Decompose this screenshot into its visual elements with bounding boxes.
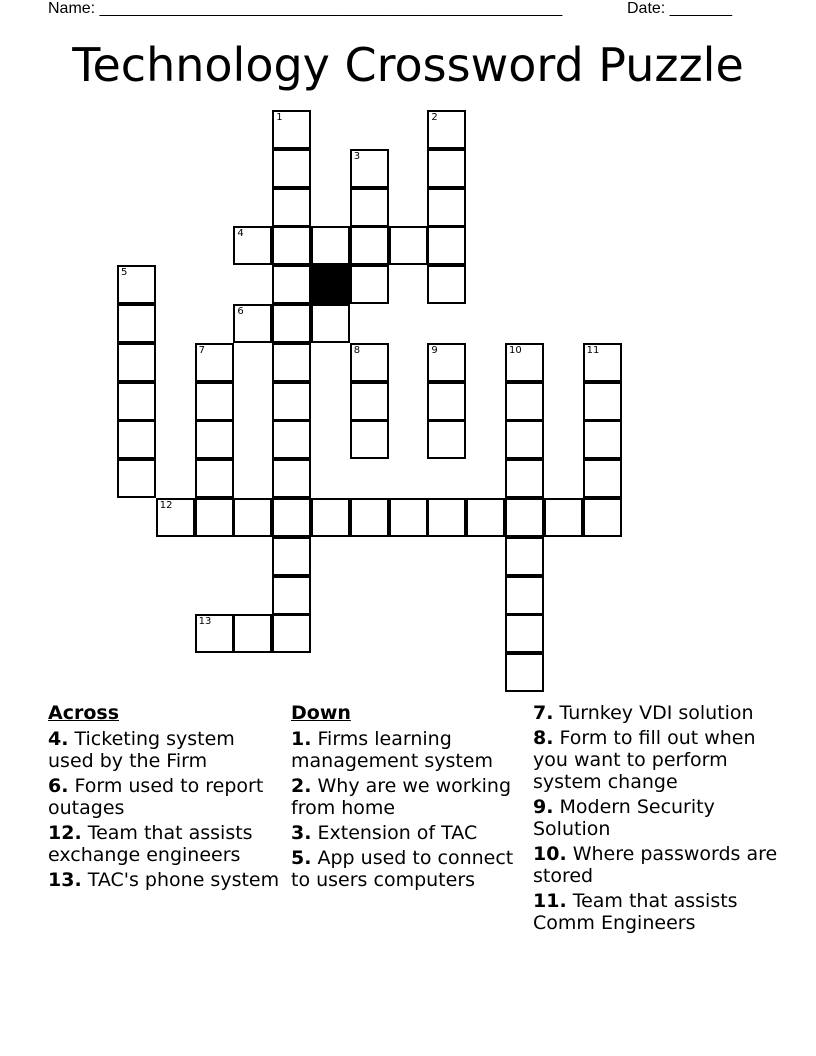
clue-item — [533, 890, 783, 934]
clue-item-text: Extension of TAC — [311, 822, 478, 844]
clue-item — [48, 775, 280, 819]
answer-cell[interactable] — [117, 343, 156, 382]
clue-item-number: 2. — [291, 775, 312, 797]
clue-number: 2 — [431, 112, 438, 123]
down-clues-continued — [533, 702, 783, 937]
clue-item — [533, 796, 783, 840]
clue-item-text: Modern Security Solution — [533, 796, 715, 840]
clue-item-text: Where passwords are stored — [533, 843, 778, 887]
answer-cell[interactable] — [117, 420, 156, 459]
clue-item-number: 6. — [48, 775, 69, 797]
down-heading: Down — [291, 702, 351, 724]
date-field-line: Date: _______ — [627, 0, 732, 17]
answer-cell[interactable] — [505, 653, 544, 692]
answer-cell[interactable] — [195, 459, 234, 498]
answer-cell[interactable] — [350, 226, 389, 265]
clue-number: 6 — [237, 306, 244, 317]
clue-item-number: 8. — [533, 727, 554, 749]
answer-cell[interactable] — [505, 537, 544, 576]
answer-cell[interactable] — [272, 226, 311, 265]
clue-item-text: TAC's phone system — [81, 869, 280, 891]
clue-number: 8 — [353, 344, 361, 356]
clue-item-number: 13. — [48, 869, 82, 891]
answer-cell[interactable] — [117, 265, 156, 304]
clue-item — [48, 728, 280, 772]
answer-cell[interactable] — [427, 188, 466, 227]
clue-item — [533, 702, 783, 724]
clue-item-number: 9. — [533, 796, 554, 818]
across-clues — [48, 702, 280, 894]
clue-item — [291, 822, 523, 844]
clue-item-number: 5. — [291, 847, 312, 869]
down-clues — [291, 702, 523, 894]
answer-cell[interactable] — [272, 498, 311, 537]
answer-cell[interactable] — [117, 304, 156, 343]
down-clue-list-continued — [533, 702, 783, 934]
answer-cell[interactable] — [427, 110, 466, 149]
answer-cell[interactable] — [272, 188, 311, 227]
answer-cell[interactable] — [272, 110, 311, 149]
answer-cell[interactable] — [117, 459, 156, 498]
clue-number: 7 — [198, 344, 205, 356]
answer-cell[interactable] — [311, 498, 350, 537]
clue-item-text: Form used to report outages — [48, 775, 264, 819]
answer-cell[interactable] — [389, 498, 428, 537]
answer-cell[interactable] — [272, 576, 311, 615]
answer-cell[interactable] — [583, 459, 622, 498]
clue-item-number: 11. — [533, 890, 567, 912]
answer-cell[interactable] — [427, 265, 466, 304]
answer-cell[interactable] — [427, 343, 466, 382]
clue-number: 12 — [159, 500, 173, 511]
clue-number: 1 — [276, 112, 283, 123]
answer-cell[interactable] — [233, 304, 272, 343]
answer-cell[interactable] — [544, 498, 583, 537]
answer-cell[interactable] — [195, 614, 234, 653]
answer-cell[interactable] — [350, 149, 389, 188]
answer-cell[interactable] — [427, 382, 466, 421]
answer-cell[interactable] — [505, 343, 544, 382]
clue-item-number: 10. — [533, 843, 567, 865]
answer-cell[interactable] — [272, 614, 311, 653]
answer-cell[interactable] — [427, 149, 466, 188]
answer-cell[interactable] — [195, 343, 234, 382]
clue-item-number: 4. — [48, 728, 69, 750]
answer-cell[interactable] — [272, 304, 311, 343]
clue-item — [48, 869, 280, 891]
page-title: Technology Crossword Puzzle — [72, 38, 744, 92]
clue-item — [533, 727, 783, 793]
answer-cell[interactable] — [427, 498, 466, 537]
answer-cell[interactable] — [505, 420, 544, 459]
answer-cell[interactable] — [195, 498, 234, 537]
answer-cell[interactable] — [427, 226, 466, 265]
clue-item-text: Team that assists Comm Engineers — [533, 890, 738, 934]
name-field-line: Name: ____________________________________________________ — [48, 0, 563, 17]
answer-cell[interactable] — [350, 382, 389, 421]
clue-item-number: 7. — [533, 702, 554, 724]
answer-cell[interactable] — [272, 343, 311, 382]
down-clue-list — [291, 728, 523, 891]
clue-item — [291, 847, 523, 891]
answer-cell[interactable] — [505, 576, 544, 615]
answer-cell[interactable] — [583, 498, 622, 537]
answer-cell[interactable] — [583, 420, 622, 459]
answer-cell[interactable] — [505, 459, 544, 498]
clue-number: 9 — [431, 344, 438, 356]
answer-cell[interactable] — [195, 420, 234, 459]
clue-item-text: Turnkey VDI solution — [553, 702, 754, 724]
answer-cell[interactable] — [311, 304, 350, 343]
answer-cell[interactable] — [350, 343, 389, 382]
clue-number: 10 — [509, 344, 522, 356]
answer-cell[interactable] — [233, 614, 272, 653]
answer-cell[interactable] — [117, 382, 156, 421]
clue-item — [533, 843, 783, 887]
answer-cell[interactable] — [233, 498, 272, 537]
answer-cell[interactable] — [272, 149, 311, 188]
answer-cell[interactable] — [272, 382, 311, 421]
answer-cell[interactable] — [272, 265, 311, 304]
clue-number: 5 — [121, 267, 128, 279]
answer-cell[interactable] — [350, 265, 389, 304]
answer-cell[interactable] — [583, 382, 622, 421]
clue-item-text: Firms learning management system — [291, 728, 494, 772]
answer-cell[interactable] — [195, 382, 234, 421]
across-heading: Across — [48, 702, 120, 724]
clue-number: 13 — [198, 616, 212, 628]
clue-item — [291, 728, 523, 772]
clue-item-number: 1. — [291, 728, 312, 750]
clue-item-number: 3. — [291, 822, 312, 844]
clue-item — [48, 822, 280, 866]
clue-item-text: Why are we working from home — [291, 775, 511, 819]
black-cell — [311, 265, 350, 304]
answer-cell[interactable] — [583, 343, 622, 382]
answer-cell[interactable] — [272, 420, 311, 459]
answer-cell[interactable] — [505, 498, 544, 537]
clue-item-text: App used to connect to users computers — [291, 847, 514, 891]
answer-cell[interactable] — [272, 537, 311, 576]
clue-number: 3 — [353, 150, 361, 162]
answer-cell[interactable] — [350, 498, 389, 537]
answer-cell[interactable] — [350, 420, 389, 459]
answer-cell[interactable] — [466, 498, 505, 537]
answer-cell[interactable] — [350, 188, 389, 227]
across-clue-list — [48, 728, 280, 891]
answer-cell[interactable] — [389, 226, 428, 265]
clue-item — [291, 775, 523, 819]
clue-item-number: 12. — [48, 822, 82, 844]
answer-cell[interactable] — [311, 226, 350, 265]
answer-cell[interactable] — [505, 382, 544, 421]
clue-item-text: Form to fill out when you want to perform system change — [533, 727, 756, 793]
answer-cell[interactable] — [156, 498, 195, 537]
answer-cell[interactable] — [427, 420, 466, 459]
clue-item-text: Ticketing system used by the Firm — [48, 728, 235, 772]
clue-number: 11 — [586, 344, 600, 356]
clue-item-text: Team that assists exchange engineers — [48, 822, 253, 866]
answer-cell[interactable] — [505, 614, 544, 653]
answer-cell[interactable] — [233, 226, 272, 265]
answer-cell[interactable] — [272, 459, 311, 498]
clue-number: 4 — [237, 228, 244, 240]
